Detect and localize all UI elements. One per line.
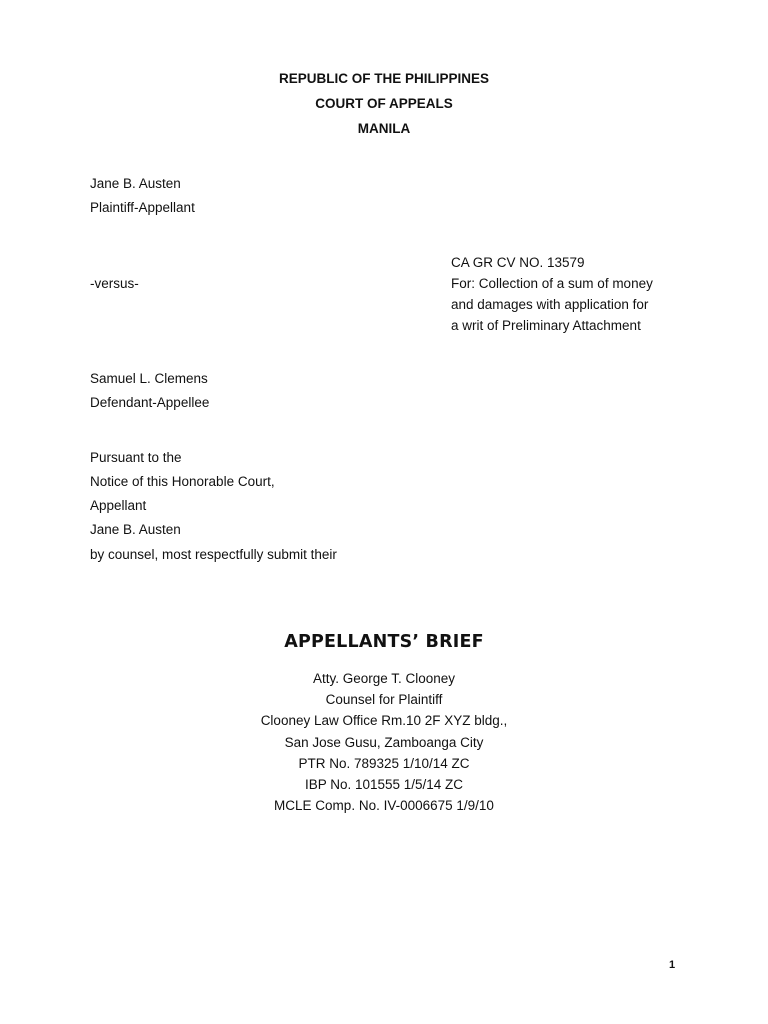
counsel-line: Atty. George T. Clooney <box>312 671 456 686</box>
counsel-line: Counsel for Plaintiff <box>325 692 443 707</box>
case-nature-line: and damages with application for <box>451 297 649 312</box>
header-court: COURT OF APPEALS <box>315 96 453 111</box>
counsel-line: Clooney Law Office Rm.10 2F XYZ bldg., <box>260 713 508 728</box>
case-nature-line: a writ of Preliminary Attachment <box>451 318 641 333</box>
intro-line: Appellant <box>90 498 147 513</box>
defendant-role: Defendant-Appellee <box>90 395 210 410</box>
case-number: CA GR CV NO. 13579 <box>451 255 585 270</box>
header-republic: REPUBLIC OF THE PHILIPPINES <box>278 71 490 86</box>
intro-line: Pursuant to the <box>90 450 182 465</box>
plaintiff-role: Plaintiff-Appellant <box>90 200 195 215</box>
counsel-line: PTR No. 789325 1/10/14 ZC <box>298 756 470 771</box>
case-nature-line: For: Collection of a sum of money <box>451 276 653 291</box>
counsel-line: MCLE Comp. No. IV-0006675 1/9/10 <box>274 798 494 813</box>
intro-line: Jane B. Austen <box>90 522 181 537</box>
intro-line: Notice of this Honorable Court, <box>90 474 275 489</box>
page-number: 1 <box>669 959 676 971</box>
header-city: MANILA <box>357 121 411 136</box>
defendant-name: Samuel L. Clemens <box>90 371 208 386</box>
plaintiff-name: Jane B. Austen <box>90 176 181 191</box>
counsel-line: San Jose Gusu, Zamboanga City <box>284 735 484 750</box>
versus-label: -versus- <box>90 276 139 291</box>
intro-line: by counsel, most respectfully submit their <box>90 547 337 562</box>
document-title: APPELLANTS’ BRIEF <box>284 632 484 652</box>
counsel-line: IBP No. 101555 1/5/14 ZC <box>304 777 464 792</box>
